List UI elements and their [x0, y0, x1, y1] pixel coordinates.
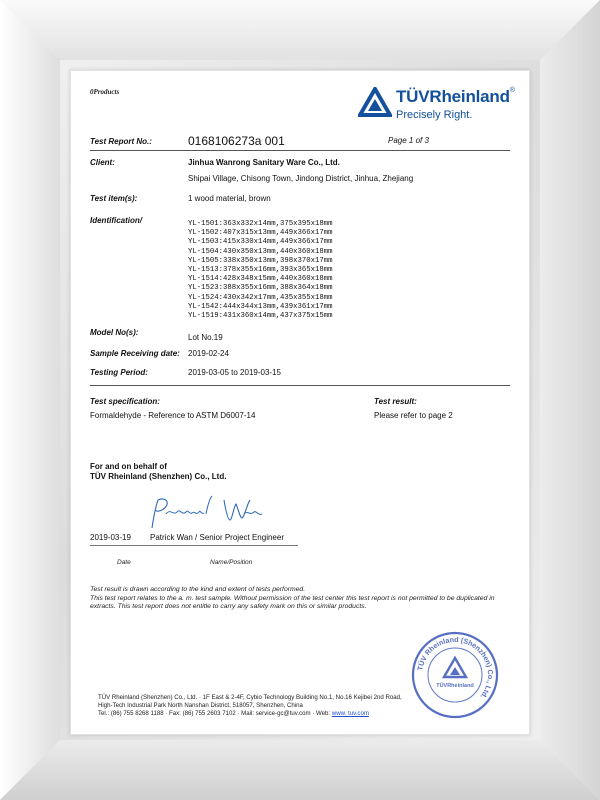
test-result-label: Test result: [374, 397, 417, 406]
signature-line [90, 545, 298, 546]
frame-bevel-right [540, 0, 600, 800]
note-line-2: This test report relates to the a. m. test sample. Without permission of the test center this test report is not permitted to be duplicated in extracts. This test report does not entitle to carry any safety mark on this or similar products. [90, 594, 495, 611]
list-item: YL-1504:430x350x13mm,440x360x18mm [188, 247, 333, 256]
footer-line-2: High-Tech Industrial Park North Nanshan District, 518057, Shenzhen, China [98, 702, 303, 710]
svg-text:TÜVRheinland: TÜVRheinland [436, 683, 474, 689]
website-link[interactable]: www. tuv.com [331, 710, 369, 718]
page-indicator: Page 1 of 3 [388, 136, 429, 145]
list-item: YL-1524:430x342x17mm,435x355x18mm [188, 293, 333, 302]
frame-bevel-top [0, 0, 600, 60]
receiving-date-value: 2019-02-24 [188, 349, 229, 358]
svg-text:TÜV Rheinland (Shenzhen) Co.,: TÜV Rheinland (Shenzhen) Co., Ltd. [415, 634, 496, 701]
test-spec-label: Test specification: [90, 397, 160, 406]
tuv-logo [356, 83, 516, 127]
behalf-line-1: For and on behalf of [90, 462, 167, 471]
test-items-value: 1 wood material, brown [188, 194, 271, 203]
list-item: YL-1523:388x355x16mm,388x364x18mm [188, 284, 333, 293]
footer-contact: Tel.: (86) 755 8268 1188 · Fax: (86) 755 2603 7102 · Mail: service-gc@tuv.com · Web: [98, 710, 332, 718]
test-items-label: Test item(s): [90, 194, 138, 203]
list-item: YL-1502:407x315x13mm,449x366x17mm [188, 229, 333, 238]
list-item: YL-1513:378x355x16mm,393x365x18mm [188, 266, 333, 275]
footer-address [98, 694, 402, 719]
logo-brand: TÜVRheinland® [396, 87, 515, 106]
list-item: YL-1503:415x330x14mm,449x366x17mm [188, 238, 333, 247]
logo-tagline: Precisely Right. [396, 109, 473, 121]
company-seal [410, 630, 500, 720]
divider-middle [90, 385, 510, 386]
header-label: 0Products [90, 88, 120, 96]
list-item: YL-1519:431x360x14mm,437x375x15mm [188, 312, 333, 321]
model-label: Model No(s): [90, 328, 139, 337]
signature-date: 2019-03-19 [90, 533, 131, 542]
test-spec-value: Formaldehyde - Reference to ASTM D6007-14 [90, 411, 256, 420]
client-label: Client: [90, 158, 115, 167]
frame-bevel-left [0, 0, 60, 800]
behalf-line-2: TÜV Rheinland (Shenzhen) Co., Ltd. [90, 472, 227, 481]
footer-line-1: TÜV Rheinland (Shenzhen) Co., Ltd. · 1F East & 2-4F, Cybio Technology Building No.1, No.16 Kejibei 2nd Road, [98, 694, 402, 701]
testing-period-label: Testing Period: [90, 368, 148, 377]
tuv-triangle-icon [358, 87, 392, 117]
signature-image [146, 494, 266, 534]
frame-bevel-bottom [0, 740, 600, 800]
report-number: 0168106273a 001 [188, 134, 285, 148]
receiving-date-label: Sample Receiving date: [90, 349, 180, 358]
test-result-value: Please refer to page 2 [374, 411, 453, 420]
report-page [70, 70, 530, 735]
model-value: Lot No.19 [188, 333, 223, 342]
report-notes [90, 586, 510, 612]
client-name: Jinhua Wanrong Sanitary Ware Co., Ltd. [188, 158, 340, 167]
identification-list [188, 220, 333, 321]
note-line-1: Test result is drawn according to the kind and extent of tests performed. [90, 586, 306, 593]
list-item: YL-1505:338x350x13mm,398x370x17mm [188, 256, 333, 265]
report-number-label: Test Report No.: [90, 137, 152, 146]
list-item: YL-1542:444x344x13mm,439x361x17mm [188, 302, 333, 311]
testing-period-value: 2019-03-05 to 2019-03-15 [188, 368, 281, 377]
list-item: YL-1514:428x348x15mm,440x360x18mm [188, 275, 333, 284]
name-position-caption: Name/Position [210, 559, 253, 566]
signatory-name-position: Patrick Wan / Senior Project Engineer [150, 533, 284, 542]
divider-top [90, 150, 510, 151]
date-caption: Date [117, 559, 131, 566]
footer-line-3 [98, 710, 402, 718]
identification-label: Identification/ [90, 216, 142, 225]
client-address: Shipai Village, Chisong Town, Jindong District, Jinhua, Zhejiang [188, 174, 414, 183]
list-item: YL-1501:363x332x14mm,375x395x18mm [188, 220, 333, 228]
